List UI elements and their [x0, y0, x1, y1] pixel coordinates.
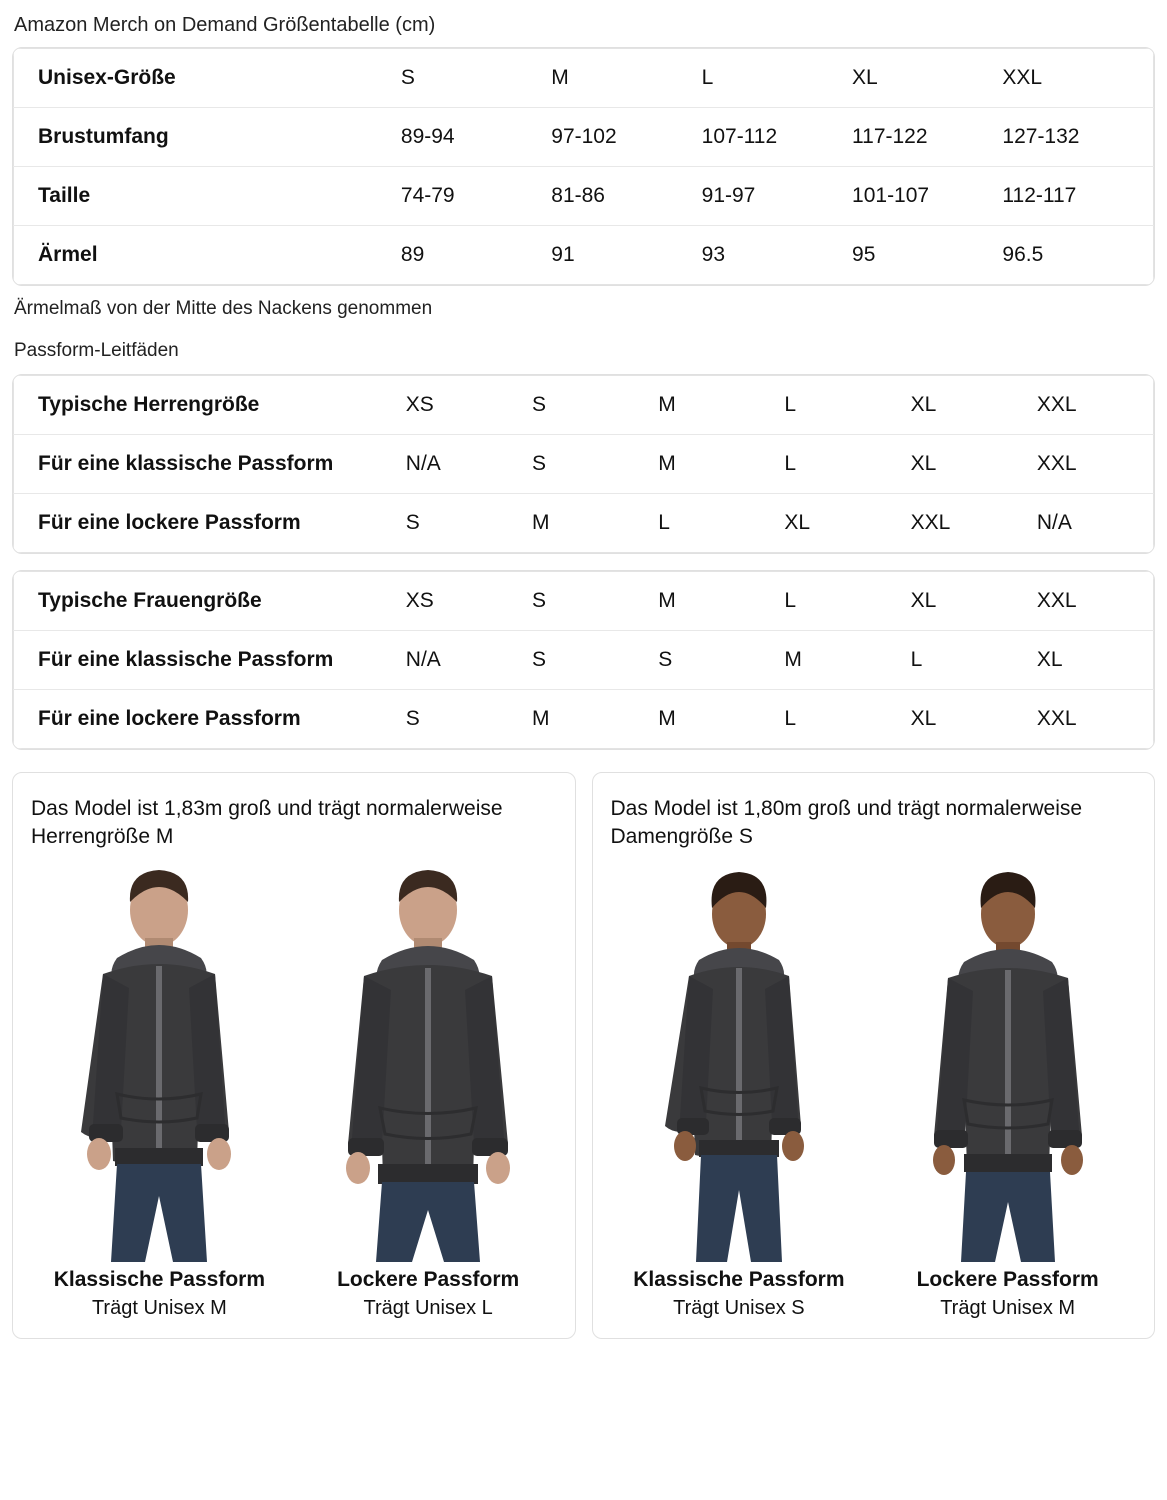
cell: XL: [910, 707, 937, 730]
sleeve-measurement-note: Ärmelmaß von der Mitte des Nackens genommen: [14, 298, 433, 319]
female-relaxed-fit-illustration: [888, 862, 1128, 1262]
row-label: Für eine klassische Passform: [14, 631, 396, 690]
table-row: [14, 167, 1154, 226]
cell: 95: [852, 243, 876, 266]
cell: L: [658, 511, 670, 534]
figure-title: Klassische Passform: [633, 1267, 845, 1291]
cell: 112-117: [992, 167, 1153, 226]
cell: L: [774, 572, 900, 631]
womens-model-card: [592, 772, 1156, 1339]
figure-relaxed-fit: [879, 862, 1136, 1320]
cell: S: [405, 511, 420, 534]
cell: 89-94: [391, 108, 541, 167]
cell: XXL: [1036, 707, 1077, 730]
figure-subtitle: Trägt Unisex S: [673, 1296, 805, 1319]
cell: L: [774, 376, 900, 435]
cell: XL: [1027, 631, 1154, 690]
cell: S: [522, 572, 648, 631]
page-title: Amazon Merch on Demand Größentabelle (cm): [14, 14, 436, 36]
row-label: Für eine lockere Passform: [38, 707, 301, 730]
cell: 101-107: [842, 167, 992, 226]
cell: M: [532, 707, 550, 730]
cell: 127-132: [992, 108, 1153, 167]
figure-title: Lockere Passform: [337, 1267, 520, 1291]
model-cards: [12, 772, 1155, 1339]
figure-title: Klassische Passform: [53, 1267, 266, 1291]
figure-title: Lockere Passform: [916, 1267, 1099, 1291]
model-description: Das Model ist 1,80m groß und trägt normalerweise Damengröße S: [610, 797, 1083, 849]
womens-fit-table: [13, 571, 1154, 749]
cell: L: [774, 435, 900, 494]
size-table: [13, 48, 1154, 285]
row-label: Unisex-Größe: [14, 49, 391, 108]
cell: 117-122: [842, 108, 992, 167]
cell: XL: [901, 376, 1027, 435]
figure-subtitle: Trägt Unisex M: [91, 1296, 227, 1319]
cell: XL: [901, 572, 1027, 631]
male-classic-fit-illustration: [39, 862, 279, 1262]
cell: XL: [784, 511, 811, 534]
cell: M: [648, 376, 774, 435]
cell: 91-97: [692, 167, 842, 226]
size-table-container: [12, 47, 1155, 286]
table-row: [14, 49, 1154, 108]
figure-row: [31, 862, 557, 1320]
cell: M: [648, 435, 774, 494]
cell: 81-86: [541, 167, 691, 226]
cell: S: [391, 49, 541, 108]
womens-fit-table-container: [12, 570, 1155, 750]
row-label: Für eine klassische Passform: [14, 435, 396, 494]
table-row: [14, 226, 1154, 285]
cell: M: [532, 511, 550, 534]
figure-subtitle: Trägt Unisex M: [940, 1296, 1076, 1319]
row-label: Taille: [14, 167, 391, 226]
cell: M: [648, 572, 774, 631]
cell: S: [405, 707, 420, 730]
row-label: Für eine lockere Passform: [38, 511, 301, 534]
mens-fit-table: [13, 375, 1154, 553]
cell: N/A: [396, 631, 522, 690]
table-row: [14, 435, 1154, 494]
cell: 93: [701, 243, 726, 266]
table-row: [14, 108, 1154, 167]
cell: 89: [400, 243, 425, 266]
model-description: Das Model ist 1,83m groß und trägt normalerweise Herrengröße M: [31, 797, 503, 849]
row-label: Typische Herrengröße: [14, 376, 396, 435]
cell: S: [648, 631, 774, 690]
table-row: [14, 690, 1154, 749]
male-relaxed-fit-illustration: [308, 862, 548, 1262]
model-photo-female-classic: [611, 862, 868, 1262]
cell: M: [541, 49, 691, 108]
figure-relaxed-fit: [300, 862, 557, 1320]
cell: S: [522, 631, 648, 690]
row-label: Typische Frauengröße: [14, 572, 396, 631]
row-label: Ärmel: [38, 243, 98, 266]
figure-subtitle: Trägt Unisex L: [363, 1296, 493, 1319]
cell: S: [522, 435, 648, 494]
table-row: [14, 631, 1154, 690]
model-photo-female-relaxed: [879, 862, 1136, 1262]
cell: N/A: [396, 435, 522, 494]
model-photo-male-relaxed: [300, 862, 557, 1262]
cell: 74-79: [391, 167, 541, 226]
fit-guides-heading: Passform-Leitfäden: [14, 340, 179, 361]
table-row: [14, 376, 1154, 435]
cell: L: [784, 707, 797, 730]
cell: L: [692, 49, 842, 108]
cell: M: [658, 707, 676, 730]
cell: 97-102: [541, 108, 691, 167]
model-photo-male-classic: [31, 862, 288, 1262]
table-row: [14, 494, 1154, 553]
cell: 91: [551, 243, 575, 266]
cell: XXL: [910, 511, 951, 534]
cell: 96.5: [1002, 243, 1044, 266]
figure-classic-fit: [611, 862, 868, 1320]
cell: XS: [396, 572, 522, 631]
female-classic-fit-illustration: [619, 862, 859, 1262]
cell: L: [901, 631, 1027, 690]
cell: XXL: [992, 49, 1153, 108]
cell: XXL: [1027, 376, 1154, 435]
mens-fit-table-container: [12, 374, 1155, 554]
cell: N/A: [1036, 511, 1072, 534]
cell: XXL: [1027, 572, 1154, 631]
cell: 107-112: [692, 108, 842, 167]
cell: XL: [842, 49, 992, 108]
cell: XS: [396, 376, 522, 435]
cell: XXL: [1027, 435, 1154, 494]
row-label: Brustumfang: [14, 108, 391, 167]
cell: XL: [901, 435, 1027, 494]
cell: S: [522, 376, 648, 435]
mens-model-card: [12, 772, 576, 1339]
figure-classic-fit: [31, 862, 288, 1320]
cell: M: [774, 631, 900, 690]
figure-row: [611, 862, 1137, 1320]
table-row: [14, 572, 1154, 631]
